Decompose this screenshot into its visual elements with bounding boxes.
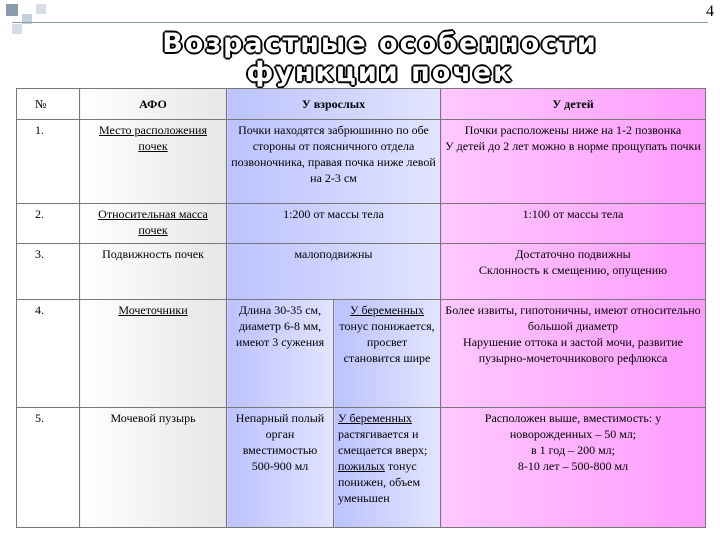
decor-square: [36, 4, 46, 14]
row-adults-general: Непарный полый орган вместимостью 500-900 мл: [227, 408, 334, 528]
row-num: 4.: [17, 300, 80, 408]
row-children: Почки расположены ниже на 1-2 позвонка У детей до 2 лет можно в норме прощупать почки: [441, 120, 706, 204]
comparison-table: [16, 88, 706, 528]
row-num: 2.: [17, 204, 80, 244]
page-number: 4: [706, 3, 714, 20]
row-adults-pregnant: [334, 408, 441, 528]
row-adults: 1:200 от массы тела: [227, 204, 441, 244]
row-afo: Мочевой пузырь: [80, 408, 227, 528]
row-adults-general: Длина 30-35 см, диаметр 6-8 мм, имеют 3 сужения: [227, 300, 334, 408]
row-num: 5.: [17, 408, 80, 528]
row-children: Расположен выше, вместимость: у новорожденных – 50 мл; в 1 год – 200 мл; 8-10 лет – 500-800 мл: [441, 408, 706, 528]
row-num: 1.: [17, 120, 80, 204]
row-afo: Относительная масса почек: [80, 204, 227, 244]
elderly-label: пожилых: [338, 459, 385, 473]
row-children: Достаточно подвижны Склонность к смещению, опущению: [441, 244, 706, 300]
row-afo: Место расположения почек: [80, 120, 227, 204]
table-row: [17, 120, 706, 204]
header-children: У детей: [441, 89, 706, 120]
pregnant-text: тонус понижается, просвет становится шире: [339, 319, 435, 365]
header-adults: У взрослых: [227, 89, 441, 120]
row-afo: Мочеточники: [80, 300, 227, 408]
pregnant-text: растягивается и смещается вверх;: [338, 427, 428, 457]
row-children: 1:100 от массы тела: [441, 204, 706, 244]
decor-square: [12, 24, 22, 34]
pregnant-label: У беременных: [338, 411, 412, 425]
decor-line: [12, 22, 708, 23]
row-afo: Подвижность почек: [80, 244, 227, 300]
row-adults: Почки находятся забрюшинно по обе стороны от поясничного отдела позвоночника, правая почка ниже левой на 2-3 см: [227, 120, 441, 204]
page-title-line1: Возрастные особенности: [162, 28, 598, 59]
page-title-line2: функции почек: [246, 57, 514, 88]
pregnant-label: У беременных: [350, 303, 424, 317]
table-header-row: [17, 89, 706, 120]
table-row: [17, 244, 706, 300]
header-num: №: [17, 89, 80, 120]
elderly-text: тонус понижен, объем уменьшен: [338, 459, 421, 505]
row-children: Более извиты, гипотоничны, имеют относительно большой диаметр Нарушение оттока и застой мочи, развитие пузырно-мочеточникового рефлюкса: [441, 300, 706, 408]
table-row: [17, 204, 706, 244]
decor-square: [6, 4, 18, 16]
table-row: [17, 408, 706, 528]
row-adults-pregnant: [334, 300, 441, 408]
row-num: 3.: [17, 244, 80, 300]
row-adults: малоподвижны: [227, 244, 441, 300]
table-row: [17, 300, 706, 408]
header-afo: АФО: [80, 89, 227, 120]
